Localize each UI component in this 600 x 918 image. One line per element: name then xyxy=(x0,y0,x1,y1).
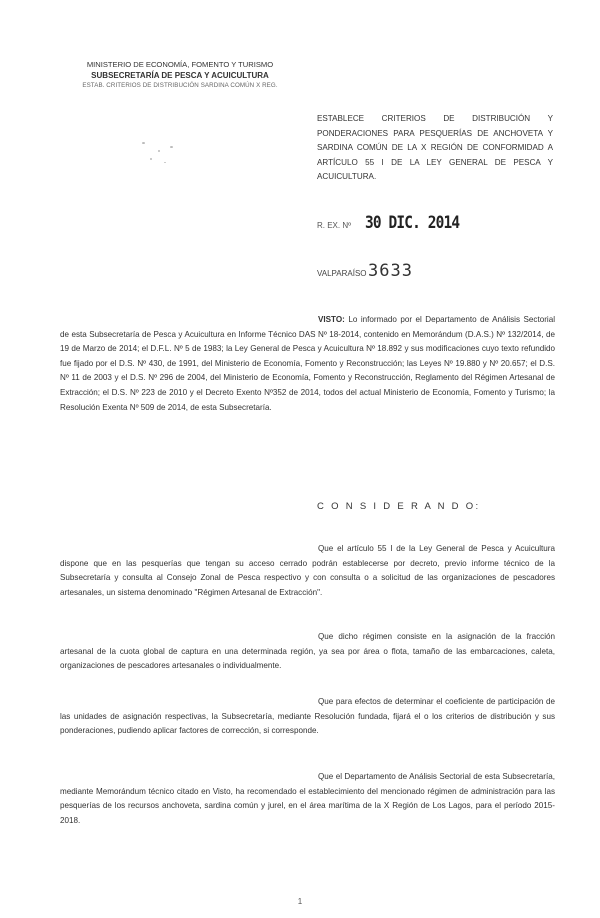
visto-text: Lo informado por el Departamento de Análisis Sectorial de esta Subsecretaría de Pesca y Acuicultura en Informe Técnico DAS Nº 18-2014, contenido en Memorándum (D.A.S.) Nº 132/2014, de 19 de Marzo de 2014; el D.F.L. Nº 5 de 1983; la Ley General de Pesca y Acuicultura Nº 18.892 y sus modificaciones cuyo texto refundido fue fijado por el D.S. Nº 430, de 1991, del Ministerio de Economía, Fomento y Reconstrucción; las Leyes Nº 19.880 y Nº 20.657; el D.S. Nº 11 de 2003 y el D.S. Nº 296 de 2004, del Ministerio de Economía, Fomento y Reconstrucción, Reglamento del Régimen Artesanal de Extracción; el D.S. Nº 223 de 2010 y el Decreto Exento Nº352 de 2014, todos del actual Ministerio de Economía, Fomento y Turismo; la Resolución Exenta Nº 509 de 2014, de esta Subsecretaría. xyxy=(60,315,555,412)
page-number: 1 xyxy=(297,897,303,906)
department-name: ESTAB. CRITERIOS DE DISTRIBUCIÓN SARDINA COMÚN X REG. xyxy=(82,82,278,89)
scan-speck xyxy=(142,142,145,144)
resolution-title: ESTABLECE CRITERIOS DE DISTRIBUCIÓN Y PONDERACIONES PARA PESQUERÍAS DE ANCHOVETA Y SARDINA COMÚN DE LA X REGIÓN DE CONFORMIDAD A ARTÍCULO 55 I DE LA LEY GENERAL DE PESCA Y ACUICULTURA. xyxy=(317,114,553,182)
scan-speck xyxy=(164,162,166,163)
considerando-paragraph-4: Que el Departamento de Análisis Sectorial de esta Subsecretaría, mediante Memorándum técnico citado en Visto, ha recomendado el establecimiento del mencionado régimen de administración para las pesquerías de los recursos anchoveta, sardina común y jurel, en el área marítima de la X Región de Los Lagos, para el período 2015-2018. xyxy=(60,772,555,825)
resolution-place: VALPARAÍSO xyxy=(317,269,367,278)
resolution-label: R. EX. Nº xyxy=(317,221,352,230)
scan-speck xyxy=(150,158,152,160)
considerando-paragraph-3: Que para efectos de determinar el coeficiente de participación de las unidades de asignación respectivas, la Subsecretaría, mediante Resolución fundada, fijará el o los criterios de distribución y sus ponderaciones, pudiendo aplicar factores de corrección, si corresponde. xyxy=(60,697,555,736)
resolution-date: 30 DIC. 2014 xyxy=(365,213,460,233)
visto-label: VISTO: xyxy=(318,315,345,324)
considerando-heading: C O N S I D E R A N D O: xyxy=(317,501,481,512)
considerando-paragraph-2: Que dicho régimen consiste en la asignación de la fracción artesanal de la cuota global de captura en una determinada región, ya sea por área o flota, tamaño de las embarcaciones, caleta, organizaciones de pescadores artesanales o individualmente. xyxy=(60,632,555,671)
ministry-name: MINISTERIO DE ECONOMÍA, FOMENTO Y TURISMO xyxy=(86,60,274,69)
scan-speck xyxy=(170,146,173,148)
considerando-paragraph-1: Que el artículo 55 I de la Ley General de Pesca y Acuicultura dispone que en las pesquerías que tengan su acceso cerrado podrán establecerse por decreto, previo informe técnico de la Subsecretaría y consulta al Consejo Zonal de Pesca respectivo y con consulta o a solicitud de las organizaciones de pescadores artesanales, un sistema denominado "Régimen Artesanal de Extracción". xyxy=(60,544,555,597)
letterhead xyxy=(60,60,300,92)
resolution-number: 3633 xyxy=(368,261,413,281)
scan-speck xyxy=(158,150,160,152)
subsecretaria-name: SUBSECRETARÍA DE PESCA Y ACUICULTURA xyxy=(91,70,269,80)
visto-paragraph xyxy=(60,313,555,415)
